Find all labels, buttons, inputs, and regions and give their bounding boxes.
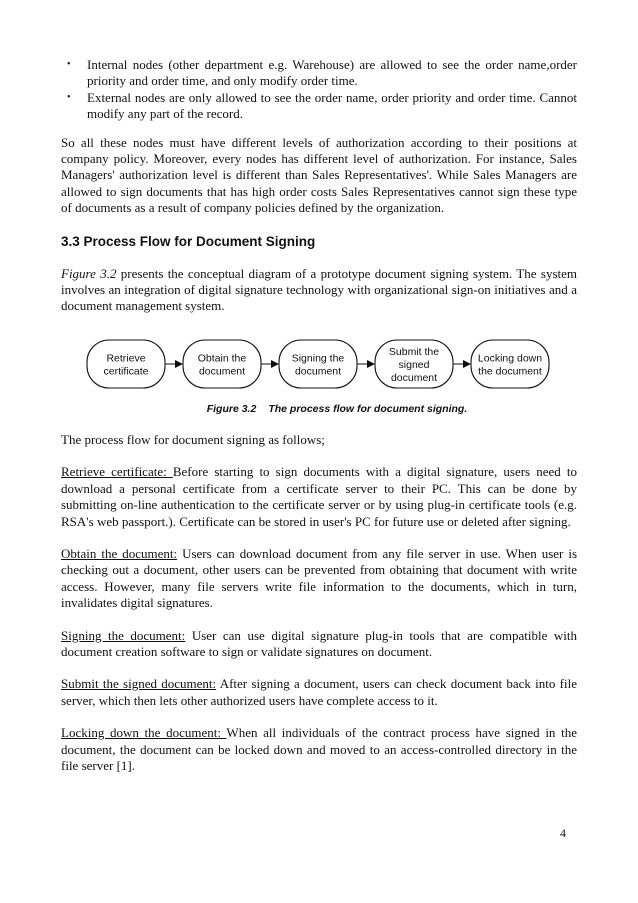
step-term: Retrieve certificate:	[61, 464, 173, 480]
flow-node-label: Locking down	[477, 352, 543, 365]
step-term: Signing the document:	[61, 627, 186, 643]
flow-node-label: Signing the	[291, 352, 345, 365]
step-term: Obtain the document:	[61, 545, 178, 561]
step-term: Locking down the document:	[61, 725, 227, 741]
flow-node-label: document	[390, 371, 438, 384]
flow-node-label: Obtain the	[197, 352, 247, 365]
page-number: 4	[560, 826, 566, 840]
flow-node-label: signed	[398, 358, 430, 371]
flow-node-label: document	[294, 365, 342, 378]
caption-title: The process flow for document signing.	[268, 402, 468, 415]
flow-node-label: Retrieve	[106, 352, 146, 365]
step-text: User can use digital signature plug-in tools that are compatible with document creation software to sign or validate signatures on document.	[61, 627, 577, 659]
step-paragraph-signing	[61, 628, 577, 661]
step-paragraph-retrieve	[61, 464, 577, 530]
bullet-icon: •	[67, 59, 71, 70]
flow-node-label: document	[198, 365, 246, 378]
step-paragraph-locking	[61, 725, 577, 774]
page-content	[61, 57, 577, 774]
flow-node-label: the document	[478, 365, 542, 378]
bullet-text: External nodes are only allowed to see the order name, order priority and order time. Cannot modify any part of the record.	[87, 89, 577, 122]
step-text: Before starting to sign documents with a digital signature, users need to download a personal certificate from a certificate server to their PC. This can be done by submitting on-line authentication to the certificate server or by using plug-in certificate tools (e.g. RSA's web passport.). Certificate can be stored in user's PC for future use or deleted after signing.	[61, 464, 577, 529]
step-text: When all individuals of the contract process have signed in the document, the document can be locked down and moved to an access-controlled directory in the file server [1].	[61, 725, 577, 773]
authorization-paragraph: So all these nodes must have different levels of authorization according to their positions at company policy. Moreover, every nodes has different level of authorization. For instance, Sales Managers' authorization level is different than Sales Representatives'. While Sales Managers are allowed to sign documents that has high order costs Sales Representatives cannot sign these type of documents as a result of company policies defined by the organization.	[61, 134, 577, 216]
step-text: Users can download document from any file server in use. When user is checking out a document, other users can be prevented from obtaining that document with write access. However, many file servers write file information to the documents, which in turn, invalidates digital signatures.	[61, 545, 578, 611]
flow-intro-paragraph: The process flow for document signing as follows;	[61, 431, 325, 447]
step-paragraph-obtain	[61, 546, 577, 612]
figure-caption	[61, 403, 577, 416]
flow-node-label: certificate	[103, 365, 149, 378]
section-heading: 3.3 Process Flow for Document Signing	[61, 233, 316, 249]
authorization-bullet-list	[61, 57, 577, 123]
caption-number: Figure 3.2	[206, 402, 257, 415]
step-term: Submit the signed document:	[61, 676, 217, 692]
step-paragraph-submit	[61, 676, 577, 709]
figure-reference: Figure 3.2	[61, 265, 117, 281]
bullet-text: Internal nodes (other department e.g. Warehouse) are allowed to see the order name,order priority and order time, and only modify order time.	[87, 57, 577, 89]
step-text: After signing a document, users can check document back into file server, which then lets other authorized users have complete access to it.	[61, 676, 578, 708]
bullet-item	[61, 57, 577, 90]
bullet-icon: •	[67, 91, 71, 103]
flow-node-label: Submit the	[388, 345, 440, 358]
intro-text: presents the conceptual diagram of a prototype document signing system. The system involves an integration of digital signature technology with organizational sign-on initiatives and a document management system.	[61, 265, 577, 314]
process-flow-svg	[61, 333, 577, 399]
bullet-item	[61, 90, 577, 123]
intro-paragraph	[61, 266, 577, 315]
process-flow-diagram	[61, 333, 577, 399]
